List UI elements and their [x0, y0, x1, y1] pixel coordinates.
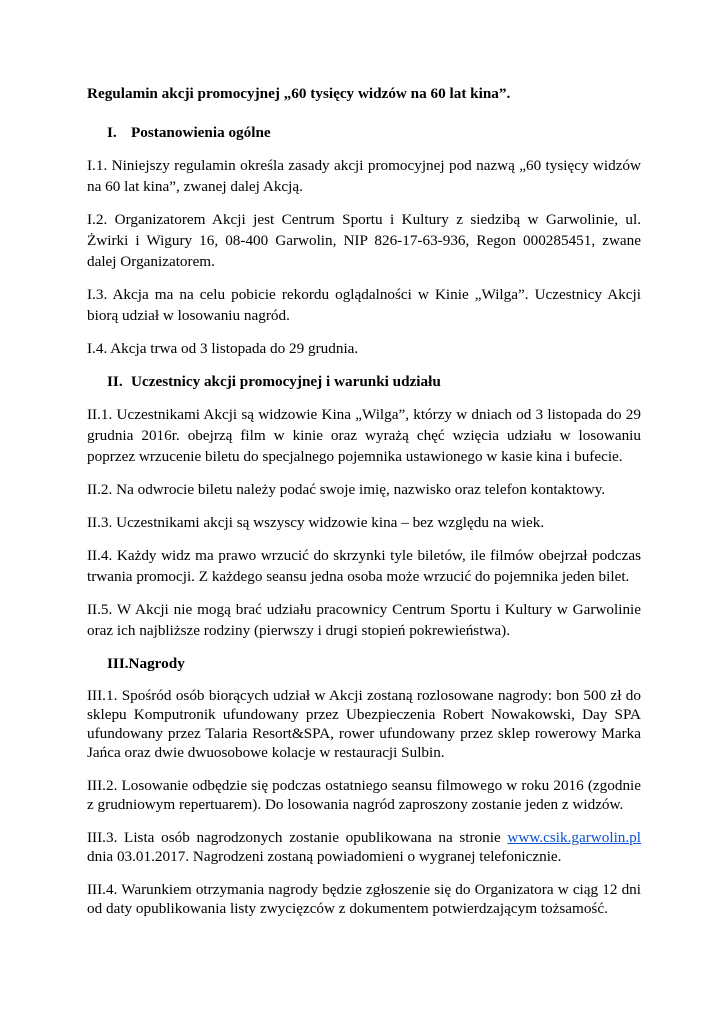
section-title: Postanowienia ogólne	[131, 124, 271, 141]
document-title: Regulamin akcji promocyjnej „60 tysięcy widzów na 60 lat kina”.	[87, 85, 511, 102]
section-heading-3	[87, 653, 641, 674]
website-link[interactable]: www.csik.garwolin.pl	[507, 829, 641, 846]
paragraph-III-1: III.1. Spośród osób biorących udział w Akcji zostaną rozlosowane nagrody: bon 500 zł do sklepu Komputronik ufundowany przez Ubezpieczenia Robert Nowakowski, Day SPA ufundowany przez Talaria Resort&SPA, rower ufundowany przez sklep rowerowy Marka Jańca oraz dwie dwuosobowe kolacje w restauracji Sulbin.	[87, 687, 641, 761]
section-heading-2	[87, 371, 641, 392]
paragraph-I-2: I.2. Organizatorem Akcji jest Centrum Sportu i Kultury z siedzibą w Garwolinie, ul. Żwirki i Wigury 16, 08-400 Garwolin, NIP 826-17-63-936, Regon 000285451, zwane dalej Organizatorem.	[87, 211, 641, 270]
paragraph-I-3: I.3. Akcja ma na celu pobicie rekordu oglądalności w Kinie „Wilga”. Uczestnicy Akcji biorą udział w losowaniu nagród.	[87, 286, 641, 324]
paragraph-II-1: II.1. Uczestnikami Akcji są widzowie Kina „Wilga”, którzy w dniach od 3 listopada do 29 grudnia 2016r. obejrzą film w kinie oraz wyrażą chęć wzięcia udziału w losowaniu poprzez wrzucenie biletu do specjalnego pojemnika ustawionego w kasie kina i bufecie.	[87, 406, 641, 465]
paragraph-II-4: II.4. Każdy widz ma prawo wrzucić do skrzynki tyle biletów, ile filmów obejrzał podczas trwania promocji. Z każdego seansu jedna osoba może wrzucić do pojemnika jeden bilet.	[87, 547, 641, 585]
section-number: I.	[107, 124, 117, 141]
section-title: Uczestnicy akcji promocyjnej i warunki udziału	[131, 373, 441, 390]
section-number: III.	[107, 655, 129, 672]
section-number: II.	[107, 373, 123, 390]
paragraph-III-3	[87, 828, 641, 866]
paragraph-II-2: II.2. Na odwrocie biletu należy podać swoje imię, nazwisko oraz telefon kontaktowy.	[87, 481, 606, 498]
paragraph-text: III.3. Lista osób nagrodzonych zostanie opublikowana na stronie	[87, 829, 508, 846]
paragraph-I-1: I.1. Niniejszy regulamin określa zasady akcji promocyjnej pod nazwą „60 tysięcy widzów na 60 lat kina”, zwanej dalej Akcją.	[87, 157, 641, 195]
section-heading-1	[87, 122, 641, 143]
paragraph-I-4: I.4. Akcja trwa od 3 listopada do 29 grudnia.	[87, 340, 359, 357]
paragraph-III-4: III.4. Warunkiem otrzymania nagrody będzie zgłoszenie się do Organizatora w ciąg 12 dni od daty opublikowania listy zwycięzców z dokumentem potwierdzającym tożsamość.	[87, 881, 641, 917]
section-title: Nagrody	[128, 655, 185, 672]
paragraph-III-2: III.2. Losowanie odbędzie się podczas ostatniego seansu filmowego w roku 2016 (zgodnie z grudniowym repertuarem). Do losowania nagród zaproszony zostanie jeden z widzów.	[87, 777, 641, 813]
paragraph-II-3: II.3. Uczestnikami akcji są wszyscy widzowie kina – bez względu na wiek.	[87, 514, 545, 531]
document-page	[87, 83, 641, 932]
paragraph-text: dnia 03.01.2017. Nagrodzeni zostaną powiadomieni o wygranej telefonicznie.	[87, 848, 562, 865]
paragraph-II-5: II.5. W Akcji nie mogą brać udziału pracownicy Centrum Sportu i Kultury w Garwolinie oraz ich najbliższe rodziny (pierwszy i drugi stopień pokrewieństwa).	[87, 601, 641, 639]
